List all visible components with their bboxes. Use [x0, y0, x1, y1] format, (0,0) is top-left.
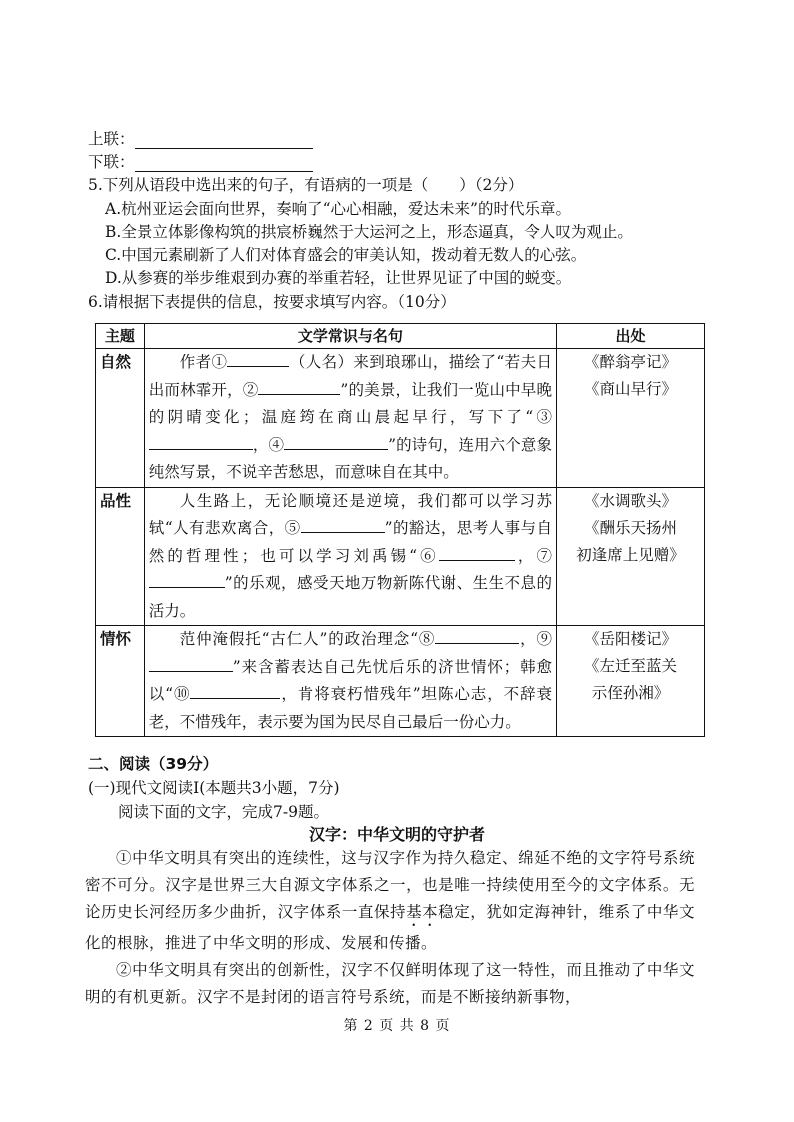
- q6-stem: 6.请根据下表提供的信息，按要求填写内容。（10分）: [88, 293, 456, 311]
- reading-instruction: 阅读下面的文字，完成7-9题。: [118, 803, 329, 821]
- text-seg: ，⑦: [514, 546, 552, 565]
- text-seg: ”的豁达，思考人事与自然的哲理性；也可以学习刘禹锡“⑥: [148, 519, 552, 565]
- text-seg: 范仲淹假托“古仁人”的政治理念“⑧: [179, 630, 436, 648]
- p1-text: ①中华文明具有突出的连续性，这与汉字作为持久稳定、绵延不绝的文字符号系统密不可分。汉字是世界三大自源文字体系之一，也是唯一持续使用至今的文字体系。无论历史长河经历多少曲折，汉字体系一直保持: [85, 849, 695, 921]
- lower-couplet-label: 下联：: [88, 153, 135, 171]
- article-title: 汉字：中华文明的守护者: [308, 825, 485, 844]
- source-sentiment: [556, 626, 704, 737]
- upper-couplet-line: [88, 127, 313, 149]
- source-item: 《酬乐天扬州: [583, 518, 677, 537]
- header-content: 文学常识与名句: [144, 324, 556, 349]
- content-sentiment: [144, 626, 556, 737]
- page-footer: 第 2 页 共 8 页: [343, 1018, 451, 1034]
- blank-9[interactable]: [149, 657, 233, 672]
- blank-7[interactable]: [149, 573, 225, 588]
- blank-1[interactable]: [227, 352, 289, 367]
- source-item: 示侄孙湘》: [591, 684, 670, 702]
- text-seg: ，④: [252, 435, 285, 454]
- content-character: [144, 487, 556, 626]
- source-item: 《左迁至蓝关: [583, 657, 677, 675]
- q5-option-d: D.从参赛的举步维艰到办赛的举重若轻，让世界见证了中国的蜕变。: [105, 269, 572, 287]
- text-seg: ”来含蓄表达自己先忧后乐的济世情怀；韩愈以“⑩: [148, 657, 552, 703]
- text-seg: ，肯将衰朽惜残年”坦陈心志，不辞衰老，不惜残年，表示要为国为民尽自己最后一份心力。: [148, 685, 552, 731]
- article-paragraph-2: ②中华文明具有突出的创新性，汉字不仅鲜明体现了这一特性，而且推动了中华文明的有机更新。汉字不是封闭的语言符号系统，而是不断接纳新事物，: [85, 961, 695, 1006]
- theme-sentiment: 情怀: [96, 626, 145, 737]
- reading-sub-title: (一)现代文阅读Ⅰ(本题共3小题，7分): [88, 779, 340, 797]
- q5-option-b: B.全景立体影像构筑的拱宸桥巍然于大运河之上，形态逼真，令人叹为观止。: [105, 223, 633, 241]
- blank-5[interactable]: [301, 518, 385, 533]
- blank-3[interactable]: [149, 435, 253, 450]
- blank-8[interactable]: [435, 629, 519, 644]
- p1-emphasis: 基本: [406, 903, 439, 921]
- table-row-nature: [96, 349, 705, 488]
- blank-2[interactable]: [258, 380, 340, 395]
- theme-nature: 自然: [96, 349, 145, 488]
- q5-option-c: C.中国元素刷新了人们对体育盛会的审美认知，拨动着无数人的心弦。: [105, 246, 587, 264]
- source-item: 初逢席上见赠》: [576, 545, 685, 564]
- reading-section-title: 二、阅读（39分）: [88, 755, 219, 773]
- source-item: 《商山早行》: [583, 380, 677, 398]
- table-header-row: [96, 324, 705, 349]
- blank-4[interactable]: [284, 435, 388, 450]
- literature-table: [95, 323, 705, 737]
- text-seg: ”的美景，让我们一览山中早晚的阴晴变化；温庭筠在商山晨起早行，写下了“③: [148, 380, 552, 426]
- source-nature: [556, 349, 704, 488]
- upper-couplet-blank[interactable]: [135, 132, 313, 149]
- text-seg: 作者①: [179, 353, 228, 371]
- text-seg: 人生路上，无论顺境还是逆境，我们都可以学习苏轼“人有悲欢离合，⑤: [148, 491, 552, 537]
- table-row-sentiment: [96, 626, 705, 737]
- theme-character: 品性: [96, 487, 145, 626]
- header-source: 出处: [556, 324, 704, 349]
- lower-couplet-blank[interactable]: [135, 155, 313, 172]
- source-item: 《水调歌头》: [583, 491, 677, 510]
- p1-text-end: 稳定，犹如定海神针，维系了中华文化的根脉，推进了中华文明的形成、发展和传播。: [85, 903, 695, 952]
- text-seg: ”的乐观，感受天地万物新陈代谢、生生不息的活力。: [148, 574, 552, 620]
- table-row-character: [96, 487, 705, 626]
- upper-couplet-label: 上联：: [88, 130, 135, 148]
- text-seg: ”的诗句，连用六个意象纯然写景，不说辛苦愁思，而意味自在其中。: [148, 435, 552, 481]
- article-body: [85, 845, 695, 1011]
- lower-couplet-line: [88, 150, 313, 172]
- source-character: [556, 487, 704, 626]
- article-paragraph-1: [85, 845, 695, 957]
- header-theme: 主题: [96, 324, 145, 349]
- blank-6[interactable]: [439, 546, 515, 561]
- content-nature: [144, 349, 556, 488]
- text-seg: ，⑨: [519, 630, 552, 648]
- q5-stem: 5.下列从语段中选出来的句子，有语病的一项是（ ）（2分）: [88, 176, 524, 194]
- q5-option-a: A.杭州亚运会面向世界，奏响了“心心相融，爱达未来”的时代乐章。: [105, 200, 571, 218]
- text-seg: （人名）来到琅琊山，描绘了“若夫日出而林霏开，②: [148, 353, 552, 399]
- source-item: 《醉翁亭记》: [583, 353, 677, 371]
- blank-10[interactable]: [190, 684, 280, 699]
- source-item: 《岳阳楼记》: [583, 630, 677, 648]
